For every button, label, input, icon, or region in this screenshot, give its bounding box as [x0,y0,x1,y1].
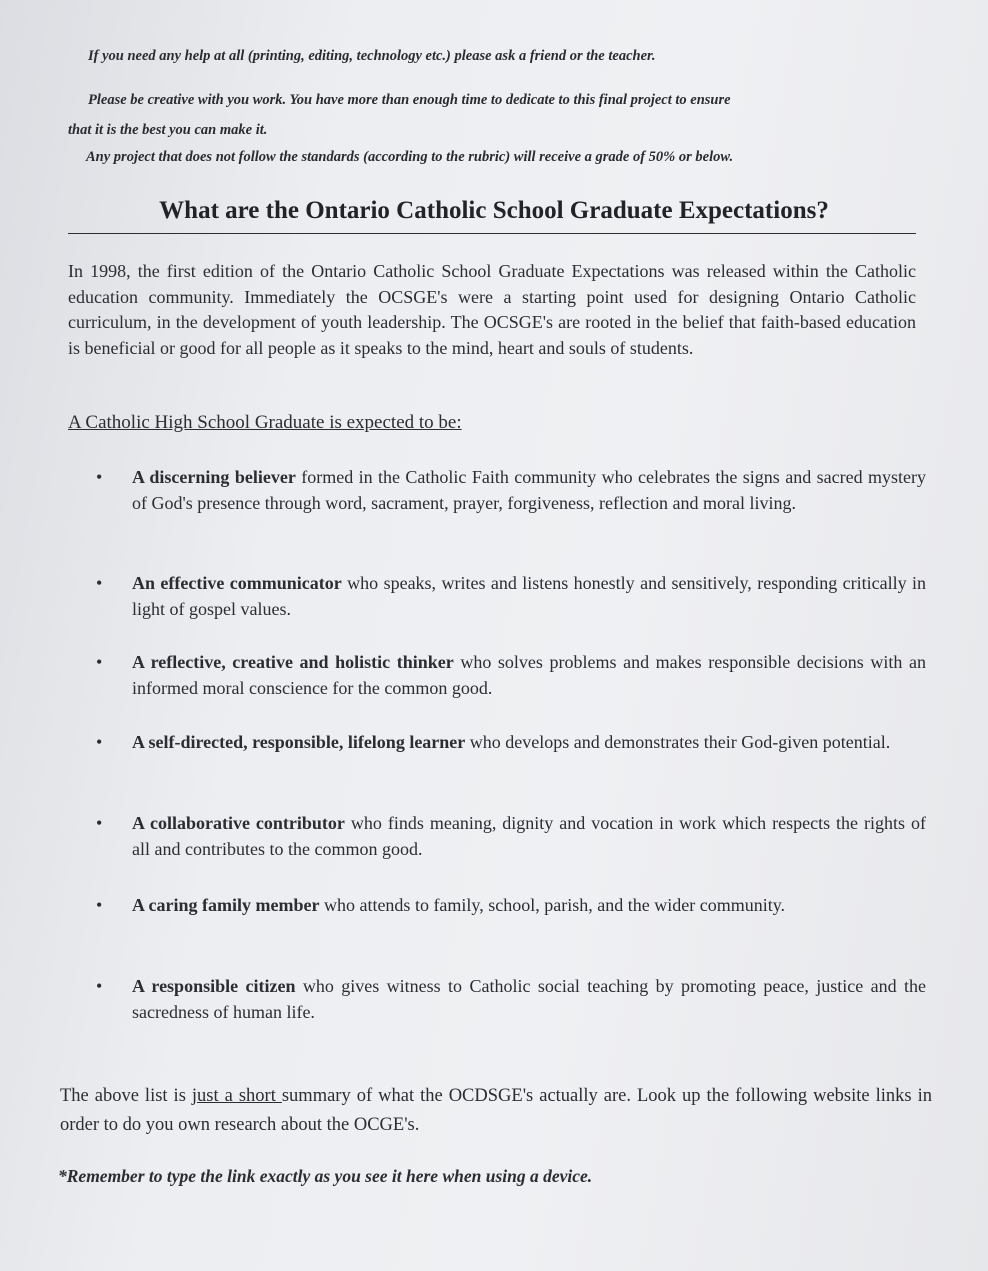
reminder-note: *Remember to type the link exactly as you see it here when using a device. [58,1166,593,1186]
expectation-item [96,649,926,701]
expectation-text [132,464,926,516]
intro-paragraph: In 1998, the first edition of the Ontario Catholic School Graduate Expectations was released within the Catholic education community. Immediately the OCSGE's were a starting point used for designing Ontario Catholic curriculum, in the development of youth leadership. The OCSGE's are rooted in the belief that faith-based education is beneficial or good for all people as it speaks to the mind, heart and souls of students. [68,261,916,358]
expectation-description: who solves problems and makes responsible decisions with an informed moral conscience for the common good. [132,652,926,698]
summary-text-start: The above list is [60,1086,192,1106]
bullet-icon: • [96,976,103,996]
expectation-description: who develops and demonstrates their God-given potential. [465,732,891,752]
expectation-text [132,810,926,862]
expectation-title: A collaborative contributor [132,813,345,833]
bullet-icon: • [96,467,103,487]
expectation-title: A self-directed, responsible, lifelong learner [132,732,466,752]
expectation-text [132,892,926,918]
expectation-title: A reflective, creative and holistic thinker [132,652,454,672]
expectation-item [96,729,926,755]
expectation-description: who attends to family, school, parish, and the wider community. [319,895,786,915]
expectation-description: who gives witness to Catholic social teaching by promoting peace, justice and the sacredness of human life. [132,976,926,1022]
summary-paragraph [60,1082,932,1140]
summary-underlined-text: just a short [191,1086,282,1106]
expectation-text [132,570,926,622]
bullet-icon: • [96,732,103,752]
summary-text-end: summary of what the OCDSGE's actually are. Look up the following website links in order to do you own research about the OCGE's. [60,1086,932,1135]
expectation-title: A discerning believer [132,467,296,487]
expectation-description: formed in the Catholic Faith community who celebrates the signs and sacred mystery of God's presence through word, sacrament, prayer, forgiveness, reflection and moral living. [132,467,926,513]
expectation-title: An effective communicator [132,573,342,593]
creativity-note: Please be creative with you work. You have more than enough time to dedicate to this final project to ensure [88,92,731,108]
bullet-icon: • [96,652,103,672]
page-title: What are the Ontario Catholic School Graduate Expectations? [159,197,829,224]
expectation-title: A caring family member [132,895,320,915]
title-divider [68,233,916,234]
bullet-icon: • [96,573,103,593]
expectation-text [132,649,926,701]
expectation-item [96,810,926,862]
creativity-note-continued: that it is the best you can make it. [68,122,268,138]
bullet-icon: • [96,895,103,915]
expectation-item [96,973,926,1025]
expectation-title: A responsible citizen [132,976,296,996]
expectation-item [96,892,926,918]
expectation-description: who finds meaning, dignity and vocation in work which respects the rights of all and contributes to the common good. [132,813,926,859]
expectations-subheading: A Catholic High School Graduate is expected to be: [68,412,462,433]
rubric-warning: Any project that does not follow the standards (according to the rubric) will receive a grade of 50% or below. [86,149,734,165]
expectation-text [132,729,926,755]
expectation-item [96,570,926,622]
help-note: If you need any help at all (printing, editing, technology etc.) please ask a friend or the teacher. [88,48,656,64]
bullet-icon: • [96,813,103,833]
expectation-text [132,973,926,1025]
expectation-description: who speaks, writes and listens honestly and sensitively, responding critically in light of gospel values. [132,573,926,619]
expectation-item [96,464,926,516]
